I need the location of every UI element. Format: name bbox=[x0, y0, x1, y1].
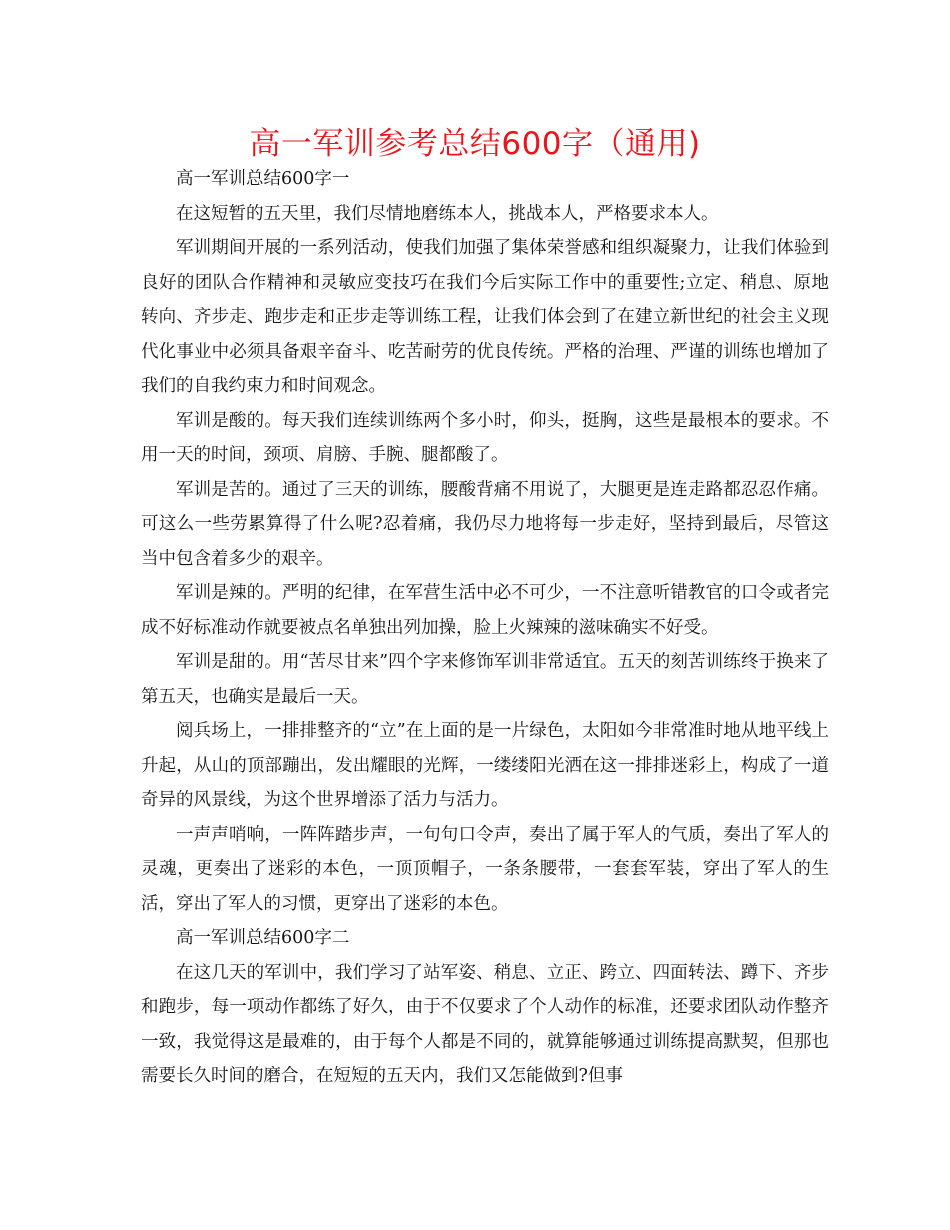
section-heading-1: 高一军训总结600字一 bbox=[176, 169, 350, 189]
paragraph: 军训是苦的。通过了三天的训练，腰酸背痛不用说了，大腿更是连走路都忍忍作痛。可这么一些劳累算得了什么呢?忍着痛，我仍尽力地将每一步走好，坚持到最后，尽管这当中包含着多少的艰辛。 bbox=[141, 479, 829, 569]
paragraph: 在这几天的军训中，我们学习了站军姿、稍息、立正、跨立、四面转法、蹲下、齐步和跑步，每一项动作都练了好久，由于不仅要求了个人动作的标准，还要求团队动作整齐一致，我觉得这是最难的，由于每个人都是不同的，就算能够通过训练提高默契，但那也需要长久时间的磨合，在短短的五天内，我们又怎能做到?但事 bbox=[141, 962, 829, 1086]
paragraph: 阅兵场上，一排排整齐的“立”在上面的是一片绿色，太阳如今非常准时地从地平线上升起，从山的顶部蹦出，发出耀眼的光辉，一缕缕阳光洒在这一排排迷彩上，构成了一道奇异的风景线，为这个世界增添了活力与活力。 bbox=[141, 721, 829, 810]
paragraph: 军训期间开展的一系列活动，使我们加强了集体荣誉感和组织凝聚力，让我们体验到良好的团队合作精神和灵敏应变技巧在我们今后实际工作中的重要性;立定、稍息、原地转向、齐步走、跑步走和正步走等训练工程，让我们体会到了在建立新世纪的社会主义现代化事业中必须具备艰辛奋斗、吃苦耐劳的优良传统。严格的治理、严谨的训练也增加了我们的自我约束力和时间观念。 bbox=[141, 238, 829, 396]
paragraph: 军训是辣的。严明的纪律，在军营生活中必不可少，一不注意听错教官的口令或者完成不好标准动作就要被点名单独出列加操，脸上火辣辣的滋味确实不好受。 bbox=[141, 583, 829, 638]
paragraph: 一声声哨响，一阵阵踏步声，一句句口令声，奏出了属于军人的气质，奏出了军人的灵魂，更奏出了迷彩的本色，一顶顶帽子，一条条腰带，一套套军装，穿出了军人的生活，穿出了军人的习惯，更穿出了迷彩的本色。 bbox=[141, 824, 829, 914]
section-heading-2: 高一军训总结600字二 bbox=[176, 928, 350, 948]
document-title: 高一军训参考总结600字（通用) bbox=[249, 126, 701, 162]
paragraph: 军训是甜的。用“苦尽甘来”四个字来修饰军训非常适宜。五天的刻苦训练终于换来了第五天，也确实是最后一天。 bbox=[141, 652, 829, 707]
paragraph: 军训是酸的。每天我们连续训练两个多小时，仰头，挺胸，这些是最根本的要求。不用一天的时间，颈项、肩膀、手腕、腿都酸了。 bbox=[141, 410, 829, 465]
paragraph: 在这短暂的五天里，我们尽情地磨练本人，挑战本人，严格要求本人。 bbox=[176, 203, 719, 224]
document-body bbox=[141, 162, 829, 1094]
